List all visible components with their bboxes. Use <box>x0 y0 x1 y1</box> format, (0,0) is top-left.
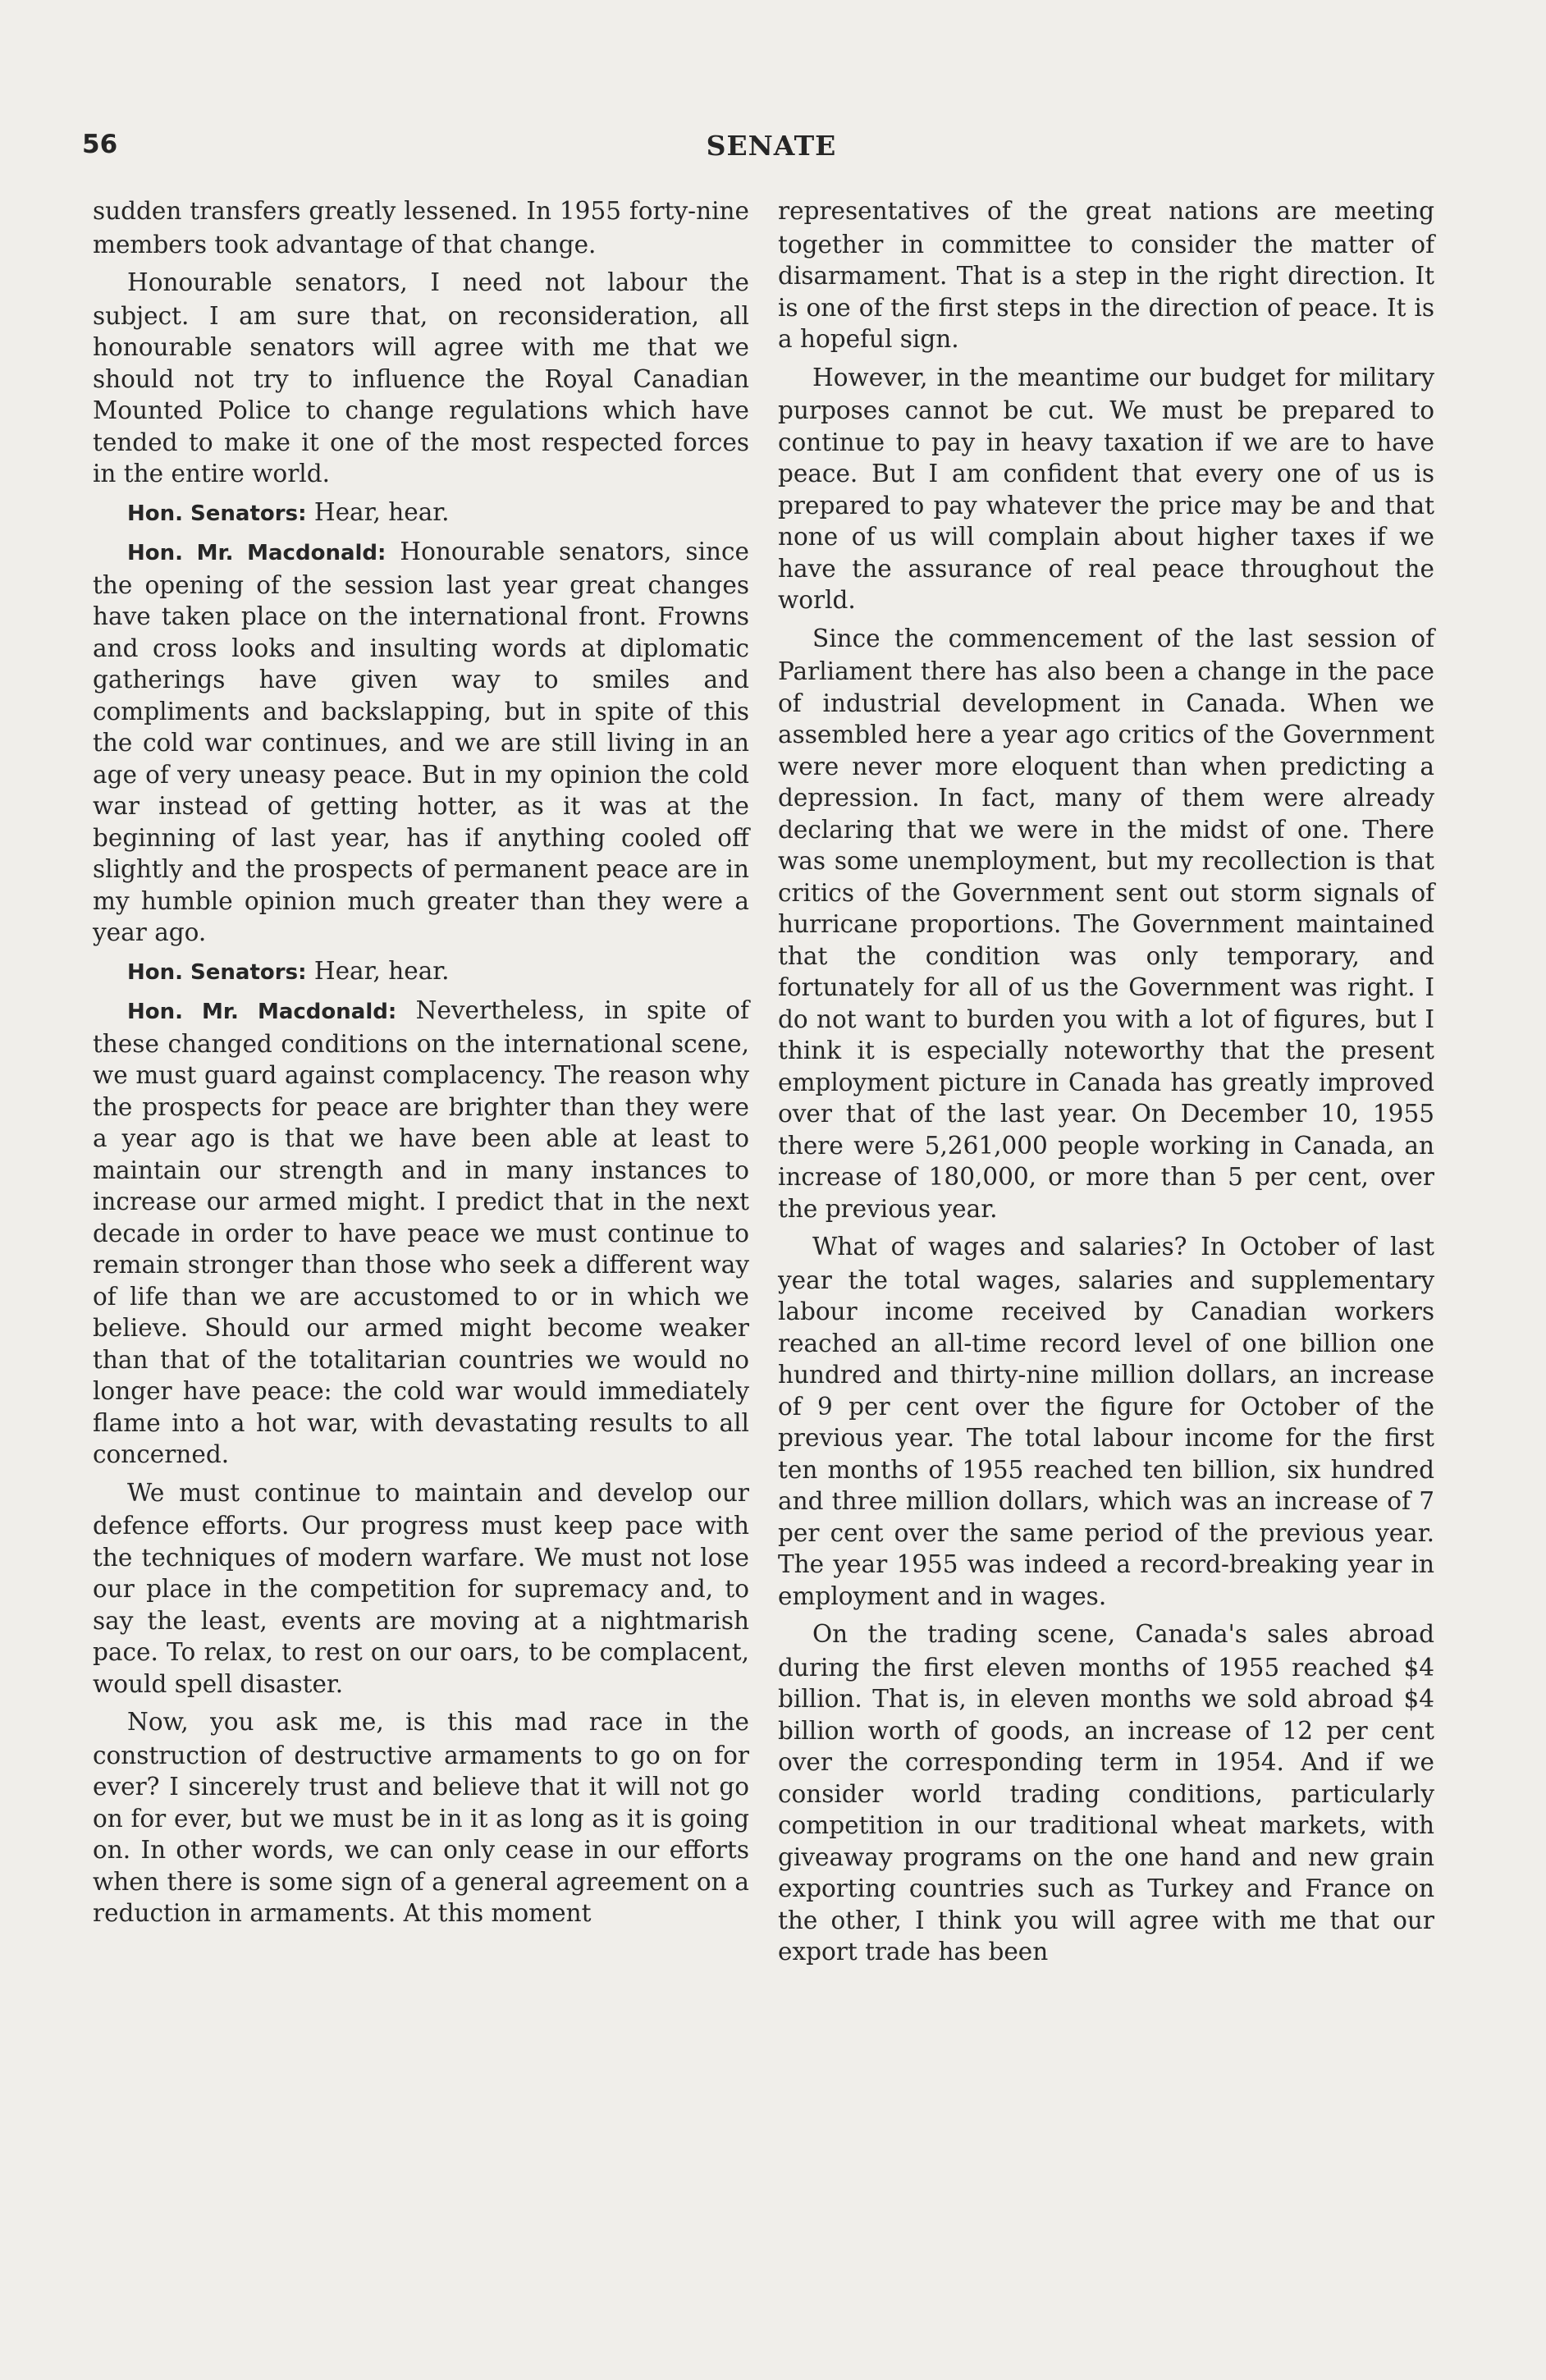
paragraph <box>93 195 749 260</box>
paragraph <box>93 995 749 1471</box>
paragraph-text: representatives of the great nations are meeting together in committee to consider the matter of disarmament. That is a step in the right direction. It is one of the first steps in the direction of peace. It is a hopeful sign. <box>778 197 1434 353</box>
speaker-label: Hon. Mr. Macdonald: <box>127 541 386 565</box>
page-number: 56 <box>82 130 118 159</box>
paragraph <box>93 1706 749 1929</box>
paragraph <box>778 362 1434 616</box>
paragraph-text: Honourable senators, since the opening of the session last year great changes have taken place on the international front. Frowns and cross looks and insulting words at diplomatic gatherings have given way to smiles and compliments and backslapping, but in spite of this the cold war continues, and we are still living in an age of very uneasy peace. But in my opinion the cold war instead of getting hotter, as it was at the beginning of last year, has if anything cooled off slightly and the prospects of permanent peace are in my humble opinion much greater than they were a year ago. <box>93 538 749 946</box>
paragraph <box>93 497 749 530</box>
right-column <box>778 195 1434 1975</box>
paragraph-text: Hear, hear. <box>313 497 450 526</box>
running-head: SENATE <box>706 130 837 162</box>
paragraph <box>778 1618 1434 1968</box>
paragraph <box>93 955 749 989</box>
paragraph-text: However, in the meantime our budget for military purposes cannot be cut. We must be prepared to continue to pay in heavy taxation if we are to have peace. But I am confident that every one of us is prepared to pay whatever the price may be and that none of us will complain about higher taxes if we have the assurance of real peace throughout the world. <box>778 363 1434 614</box>
speaker-label: Hon. Mr. Macdonald: <box>127 1000 397 1024</box>
paragraph-text: sudden transfers greatly lessened. In 1955 forty-nine members took advantage of that change. <box>93 197 749 259</box>
paragraph <box>778 195 1434 355</box>
paragraph-text: Honourable senators, I need not labour the subject. I am sure that, on reconsideration, all honourable senators will agree with me that we should not try to influence the Royal Canadian Mounted Police to change regulations which have tended to make it one of the most respected forces in the entire world. <box>93 268 749 487</box>
paragraph-text: On the trading scene, Canada's sales abroad during the first eleven months of 1955 reached $4 billion. That is, in eleven months we sold abroad $4 billion worth of goods, an increase of 12 per cent over the corresponding term in 1954. And if we consider world trading conditions, particularly competition in our traditional wheat markets, with giveaway programs on the one hand and new grain exporting countries such as Turkey and France on the other, I think you will agree with me that our export trade has been <box>778 1620 1434 1966</box>
speaker-label: Hon. Senators: <box>127 959 307 985</box>
paragraph <box>778 623 1434 1225</box>
paragraph-text: Hear, hear. <box>313 956 450 985</box>
paragraph-text: We must continue to maintain and develop our defence efforts. Our progress must keep pace with the techniques of modern warfare. We must not lose our place in the competition for supremacy and, to say the least, events are moving at a nightmarish pace. To relax, to rest on our oars, to be complacent, would spell disaster. <box>93 1478 749 1698</box>
page-header <box>82 130 1461 171</box>
paragraph <box>93 267 749 490</box>
paragraph-text: Nevertheless, in spite of these changed conditions on the international scene, we must guard against complacency. The reason why the prospects for peace are brighter than they were a year ago is that we have been able at least to maintain our strength and in many instances to increase our armed might. I predict that in the next decade in order to have peace we must continue to remain stronger than those who seek a different way of life than we are accustomed to or in which we believe. Should our armed might become weaker than that of the totalitarian countries we would no longer have peace: the cold war would immediately flame into a hot war, with devastating results to all concerned. <box>93 996 749 1468</box>
speaker-label: Hon. Senators: <box>127 501 307 526</box>
paragraph-text: Since the commencement of the last session of Parliament there has also been a change in the pace of industrial development in Canada. When we assembled here a year ago critics of the Government were never more eloquent than when predicting a depression. In fact, many of them were already declaring that we were in the midst of one. There was some unemployment, but my recollection is that critics of the Government sent out storm signals of hurricane proportions. The Government maintained that the condition was only temporary, and fortunately for all of us the Government was right. I do not want to burden you with a lot of figures, but I think it is especially noteworthy that the present employment picture in Canada has greatly improved over that of the last year. On December 10, 1955 there were 5,261,000 people working in Canada, an increase of 180,000, or more than 5 per cent, over the previous year. <box>778 624 1434 1223</box>
paragraph-text: Now, you ask me, is this mad race in the construction of destructive armaments to go on for ever? I sincerely trust and believe that it will not go on for ever, but we must be in it as long as it is going on. In other words, we can only cease in our efforts when there is some sign of a general agreement on a reduction in armaments. At this moment <box>93 1708 749 1927</box>
paragraph <box>93 536 749 949</box>
paragraph-text: What of wages and salaries? In October of last year the total wages, salaries and supplementary labour income received by Canadian workers reached an all-time record level of one billion one hundred and thirty-nine million dollars, an increase of 9 per cent over the figure for October of the previous year. The total labour income for the first ten months of 1955 reached ten billion, six hundred and three million dollars, which was an increase of 7 per cent over the same period of the previous year. The year 1955 was indeed a record-breaking year in employment and in wages. <box>778 1233 1434 1610</box>
paragraph <box>778 1231 1434 1612</box>
left-column <box>93 195 749 1936</box>
paragraph <box>93 1477 749 1700</box>
